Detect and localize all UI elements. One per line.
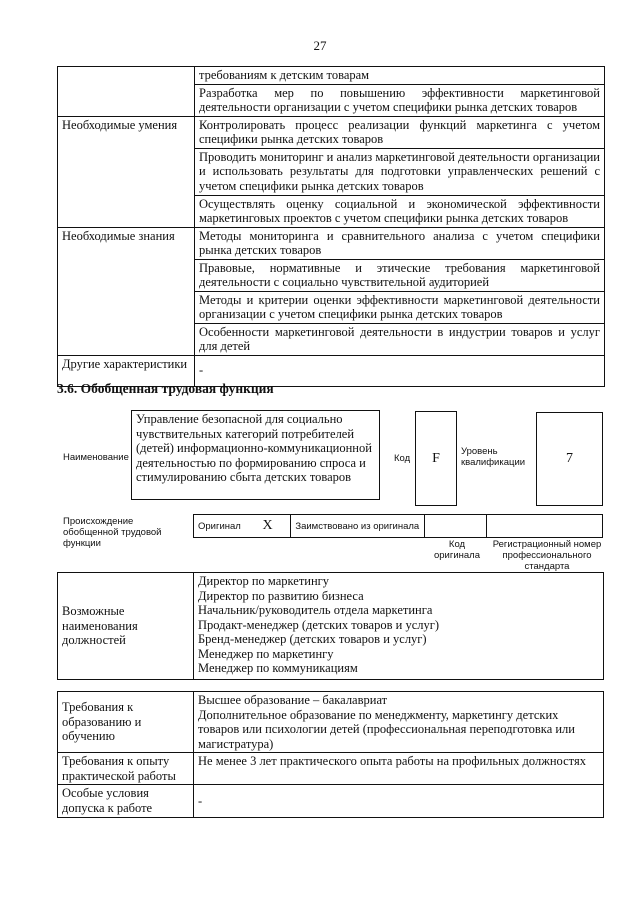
table-row <box>58 116 605 148</box>
level-box: 7 <box>536 412 603 506</box>
table-cell: Правовые, нормативные и этические требования маркетинговой деятельности с социально чувствительной аудиторией <box>195 259 605 291</box>
original-code-cell <box>425 515 487 538</box>
table-cell: Разработка мер по повышению эффективности маркетинговой деятельности организации с учетом специфики рынка детских товаров <box>195 84 605 116</box>
table-cell: Методы и критерии оценки эффективности маркетинговой деятельности организации с учетом специфики рынка детских товаров <box>195 291 605 323</box>
origin-label: Происхождение обобщенной трудовой функции <box>63 516 162 549</box>
code-box: F <box>415 411 457 506</box>
education-cell <box>194 692 604 753</box>
list-item: Бренд-менеджер (детских товаров и услуг) <box>198 632 427 646</box>
name-label: Наименование <box>63 452 129 463</box>
function-name-box: Управление безопасной для социально чувствительных категорий потребителей (детей) информационно-коммуникационной деятельностью по формированию спроса и стимулированию сбыта детских товаров <box>131 410 380 500</box>
positions-label: Возможные наименования должностей <box>58 573 194 680</box>
list-item: Директор по маркетингу <box>198 574 330 588</box>
code-caption: Код оригинала <box>433 539 480 561</box>
row-label <box>58 67 195 117</box>
list-item: Менеджер по маркетингу <box>198 646 334 661</box>
table-row <box>58 67 605 85</box>
row-label-skills: Необходимые умения <box>58 116 195 227</box>
table-row <box>58 753 604 785</box>
table-cell: - <box>195 355 605 386</box>
original-label: Оригинал <box>194 515 245 538</box>
education-label: Требования к образованию и обучению <box>58 692 194 753</box>
list-item: Дополнительное образование по менеджменту, маркетингу детских товаров или психологии детей (профессиональная переподготовка или магистратура) <box>198 707 575 751</box>
list-item: Высшее образование – бакалавриат <box>198 693 388 707</box>
list-item: Продакт-менеджер (детских товаров и услуг) <box>198 617 440 632</box>
table-cell: Проводить мониторинг и анализ маркетинговой деятельности организации и использовать результаты для подготовки управленческих решений с учетом специфики рынка детских товаров <box>195 148 605 195</box>
requirements-table <box>57 691 604 818</box>
level-label: Уровень квалификации <box>461 446 526 468</box>
skills-knowledge-table <box>57 66 605 387</box>
positions-list <box>194 573 604 680</box>
origin-table <box>193 514 603 538</box>
admission-label: Особые условия допуска к работе <box>58 785 194 818</box>
table-cell: Методы мониторинга и сравнительного анализа с учетом специфики рынка детских товаров <box>195 227 605 259</box>
section-title: 3.6. Обобщенная трудовая функция <box>57 381 274 396</box>
row-label-other: Другие характеристики <box>58 355 195 386</box>
table-row <box>58 692 604 753</box>
table-cell: Осуществлять оценку социальной и экономической эффективности маркетинговых проектов с учетом специфики рынка детских товаров <box>195 195 605 227</box>
code-label: Код <box>394 453 411 464</box>
positions-table <box>57 572 604 680</box>
regnum-caption: Регистрационный номер профессионального стандарта <box>492 539 602 572</box>
experience-label: Требования к опыту практической работы <box>58 753 194 785</box>
table-row <box>58 573 604 680</box>
admission-cell: - <box>194 785 604 818</box>
borrowed-label: Заимствовано из оригинала <box>291 515 425 538</box>
list-item: Начальник/руководитель отдела маркетинга <box>198 603 433 617</box>
table-cell: Контролировать процесс реализации функций маркетинга с учетом специфики рынка детских товаров <box>195 116 605 148</box>
original-mark: X <box>245 515 291 538</box>
table-cell: Особенности маркетинговой деятельности в индустрии товаров и услуг для детей <box>195 323 605 355</box>
table-row <box>58 227 605 259</box>
row-label-knowledge: Необходимые знания <box>58 227 195 355</box>
page-number: 27 <box>313 38 327 53</box>
table-row <box>58 785 604 818</box>
list-item: Директор по развитию бизнеса <box>198 588 364 603</box>
list-item: Менеджер по коммуникациям <box>198 661 358 675</box>
table-cell: требованиям к детским товарам <box>195 67 605 85</box>
experience-cell: Не менее 3 лет практического опыта работы на профильных должностях <box>194 753 604 785</box>
registration-number-cell <box>487 515 603 538</box>
